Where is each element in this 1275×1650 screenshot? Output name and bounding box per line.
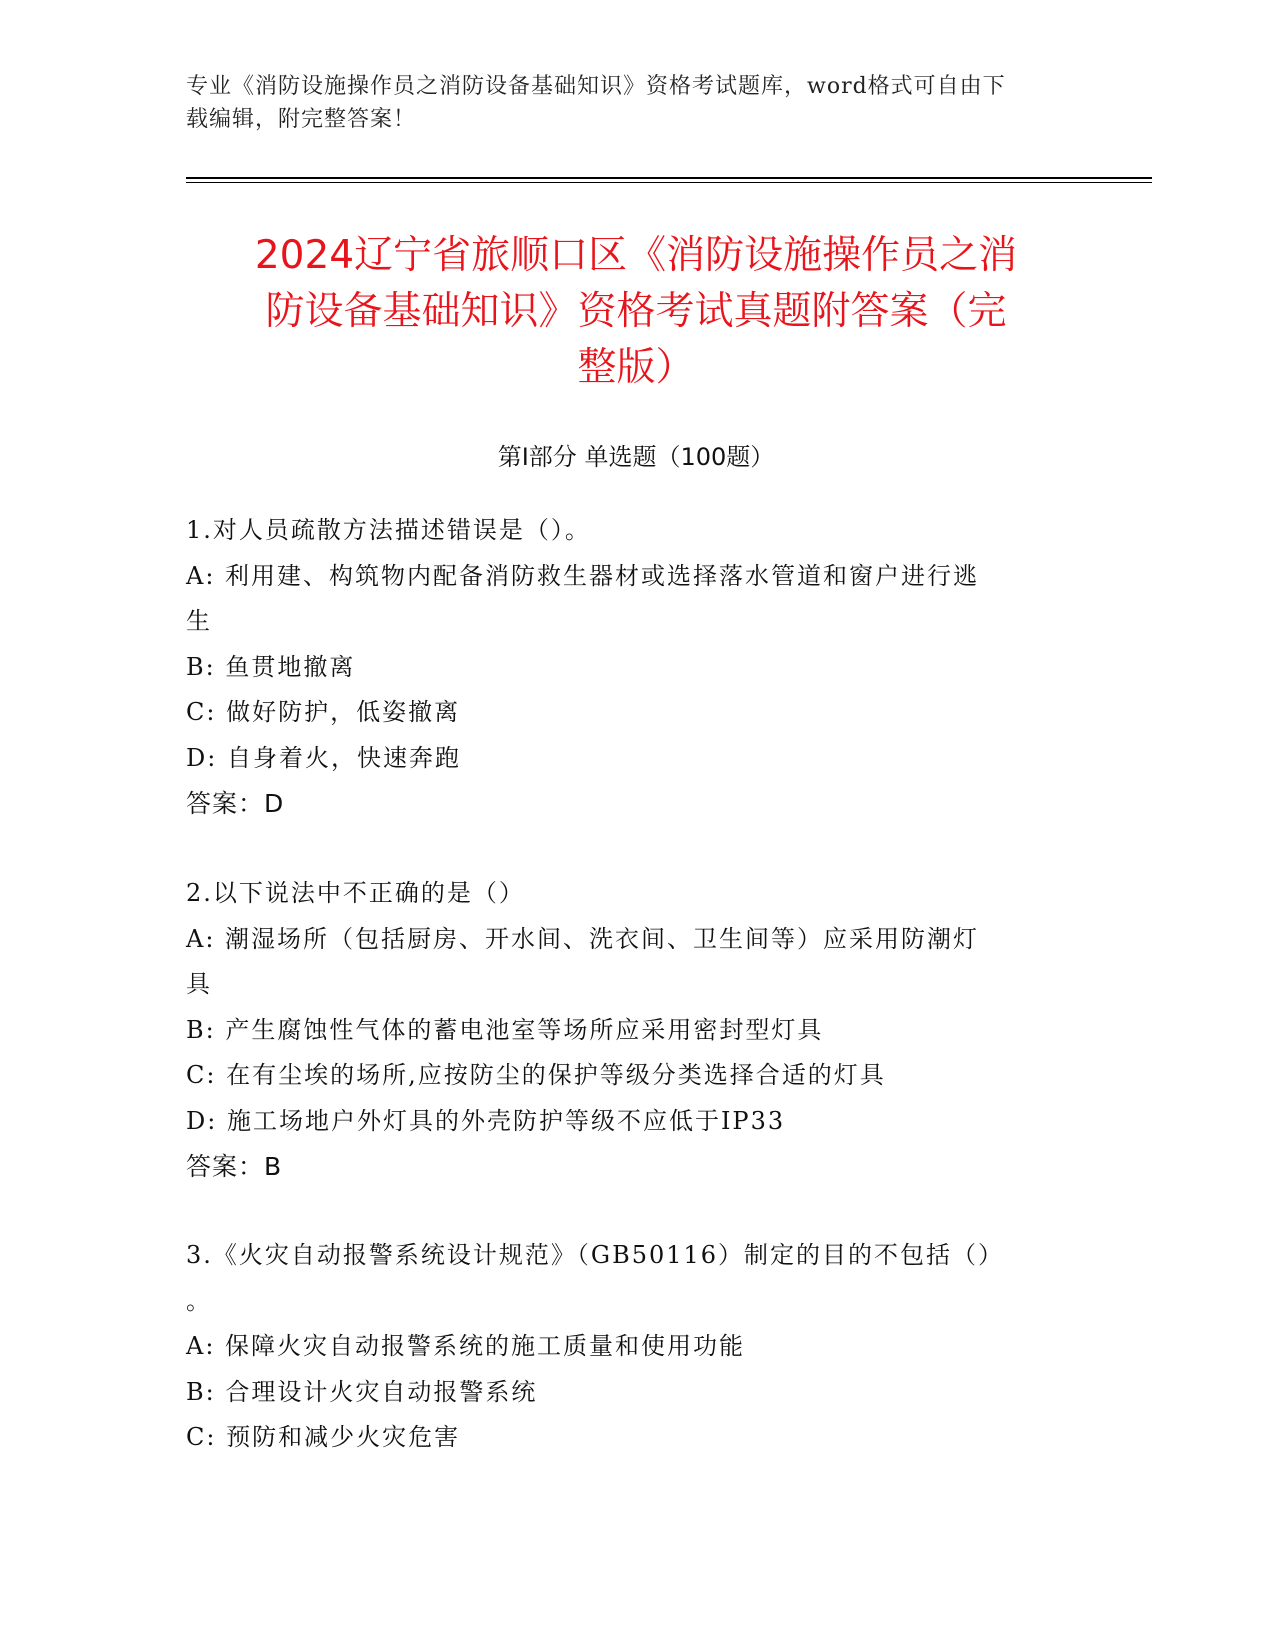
title-line-3: 整版） (577, 345, 695, 390)
option-a-continued: 具 (186, 970, 212, 998)
option-d: D: 自身着火，快速奔跑 (186, 743, 461, 772)
option-b: B: 鱼贯地撤离 (186, 652, 356, 681)
option-d: D: 施工场地户外灯具的外壳防护等级不应低于IP33 (186, 1106, 786, 1135)
option-b: B: 合理设计火灾自动报警系统 (186, 1377, 538, 1406)
header-note-line-1: 专业《消防设施操作员之消防设备基础知识》资格考试题库，word格式可自由下 (186, 74, 1006, 99)
answer-value: D (264, 789, 285, 818)
option-b: B: 产生腐蚀性气体的蓄电池室等场所应采用密封型灯具 (186, 1015, 824, 1044)
header-rule-thick (186, 177, 1152, 179)
answer-label: 答案： (186, 1152, 265, 1181)
option-c: C: 做好防护，低姿撤离 (186, 698, 461, 726)
answer-line (186, 781, 1086, 826)
question-stem-continued: 。 (186, 1286, 212, 1315)
option-a-continued: 生 (186, 607, 212, 635)
question-stem: 2.以下说法中不正确的是（） (186, 879, 525, 907)
header-rule-thin (186, 182, 1152, 183)
question-1 (186, 508, 1086, 826)
option-c: C: 预防和减少火灾危害 (186, 1423, 461, 1451)
title-line-2: 防设备基础知识》资格考试真题附答案（完 (265, 289, 1007, 334)
question-stem: 3.《火灾自动报警系统设计规范》（GB50116）制定的目的不包括（） (186, 1241, 1005, 1269)
answer-label: 答案： (186, 789, 265, 818)
header-note (186, 70, 1066, 136)
option-a: A: 潮湿场所（包括厨房、开水间、洗衣间、卫生间等）应采用防潮灯 (186, 924, 980, 953)
section-heading: 第Ⅰ部分 单选题（100题） (497, 443, 775, 471)
option-c: C: 在有尘埃的场所,应按防尘的保护等级分类选择合适的灯具 (186, 1061, 886, 1089)
answer-value: B (264, 1152, 283, 1181)
question-stem: 1.对人员疏散方法描述错误是（）。 (186, 516, 591, 544)
question-2 (186, 871, 1086, 1189)
document-title (186, 228, 1086, 396)
title-line-1: 2024辽宁省旅顺口区《消防设施操作员之消 (254, 233, 1018, 278)
option-a: A: 保障火灾自动报警系统的施工质量和使用功能 (186, 1332, 746, 1360)
header-note-line-2: 载编辑，附完整答案！ (186, 107, 417, 132)
answer-line (186, 1144, 1086, 1189)
option-a: A: 利用建、构筑物内配备消防救生器材或选择落水管道和窗户进行逃 (186, 561, 980, 590)
question-3 (186, 1233, 1086, 1461)
